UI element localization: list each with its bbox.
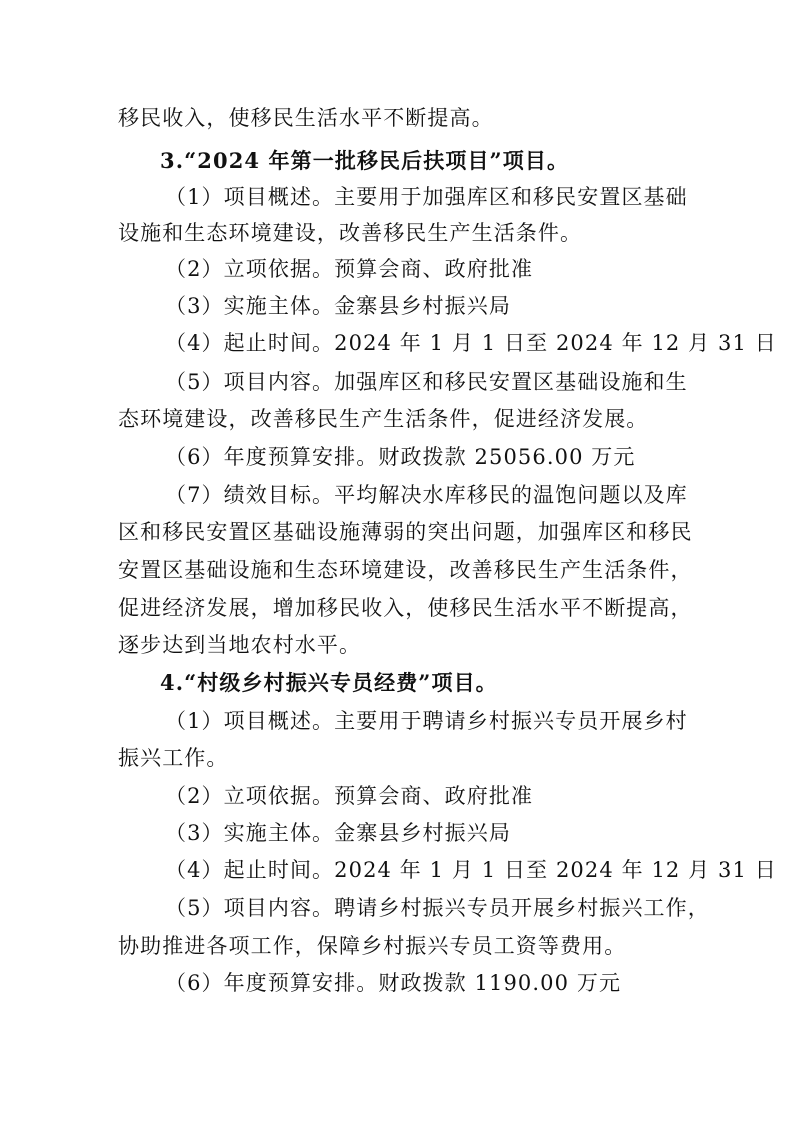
text-line: 促进经济发展，增加移民收入，使移民生活水平不断提高，: [118, 596, 693, 620]
text-line: 振兴工作。: [118, 746, 229, 770]
text-line: （6）年度预算安排。财政拨款 1190.00 万元: [165, 971, 622, 995]
section-heading: 3.“2024 年第一批移民后扶项目”项目。: [160, 148, 570, 173]
text-line: （4）起止时间。2024 年 1 月 1 日至 2024 年 12 月 31 日: [165, 331, 777, 355]
text-line: （1）项目概述。主要用于聘请乡村振兴专员开展乡村: [165, 709, 688, 733]
text-line: （7）绩效目标。平均解决水库移民的温饱问题以及库: [165, 483, 688, 507]
text-line: （2）立项依据。预算会商、政府批准: [165, 784, 534, 808]
text-line: 移民收入，使移民生活水平不断提高。: [118, 106, 494, 130]
text-line: 设施和生态环境建设，改善移民生产生活条件。: [118, 221, 583, 245]
text-line: （4）起止时间。2024 年 1 月 1 日至 2024 年 12 月 31 日: [165, 858, 777, 882]
section-heading: 4.“村级乡村振兴专员经费”项目。: [160, 670, 498, 695]
text-line: （5）项目内容。加强库区和移民安置区基础设施和生: [165, 370, 688, 394]
text-line: 区和移民安置区基础设施薄弱的突出问题，加强库区和移民: [118, 520, 693, 544]
text-line: 逐步达到当地农村水平。: [118, 633, 362, 657]
text-line: （6）年度预算安排。财政拨款 25056.00 万元: [165, 445, 636, 469]
text-line: （1）项目概述。主要用于加强库区和移民安置区基础: [165, 185, 688, 209]
text-line: （5）项目内容。聘请乡村振兴专员开展乡村振兴工作，: [165, 896, 710, 920]
text-line: （3）实施主体。金寨县乡村振兴局: [165, 821, 511, 845]
text-line: 安置区基础设施和生态环境建设，改善移民生产生活条件，: [118, 558, 693, 582]
text-line: （2）立项依据。预算会商、政府批准: [165, 257, 534, 281]
text-line: 态环境建设，改善移民生产生活条件，促进经济发展。: [118, 407, 649, 431]
text-line: 协助推进各项工作，保障乡村振兴专员工资等费用。: [118, 934, 627, 958]
text-line: （3）实施主体。金寨县乡村振兴局: [165, 294, 511, 318]
